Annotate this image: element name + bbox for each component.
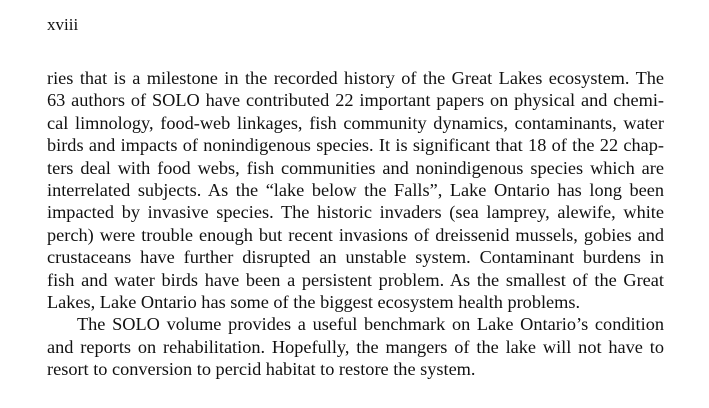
text-line: cal limnology, food-web linkages, fish community dynamics, contaminants, water: [47, 112, 664, 133]
text-line: 63 authors of SOLO have contributed 22 important papers on physical and chemi-: [47, 90, 664, 111]
body-text: [47, 67, 664, 380]
text-line: crustaceans have further disrupted an unstable system. Contaminant burdens in: [47, 247, 664, 268]
text-line: ters deal with food webs, fish communities and nonindigenous species which are: [47, 157, 664, 178]
text-line: resort to conversion to percid habitat to restore the system.: [47, 359, 476, 380]
text-line: birds and impacts of nonindigenous species. It is significant that 18 of the 22 chap-: [47, 135, 664, 156]
page-number: xviii: [47, 15, 79, 34]
text-line: perch) were trouble enough but recent invasions of dreissenid mussels, gobies and: [47, 224, 664, 245]
text-line: fish and water birds have been a persistent problem. As the smallest of the Great: [47, 269, 664, 290]
text-line: interrelated subjects. As the “lake below the Falls”, Lake Ontario has long been: [47, 179, 664, 200]
text-line: The SOLO volume provides a useful benchmark on Lake Ontario’s condition: [77, 314, 664, 335]
text-line: Lakes, Lake Ontario has some of the biggest ecosystem health problems.: [47, 291, 581, 312]
text-line: impacted by invasive species. The historic invaders (sea lamprey, alewife, white: [47, 202, 664, 223]
text-line: and reports on rehabilitation. Hopefully, the mangers of the lake will not have to: [47, 336, 664, 357]
text-line: ries that is a milestone in the recorded history of the Great Lakes ecosystem. The: [47, 68, 664, 88]
